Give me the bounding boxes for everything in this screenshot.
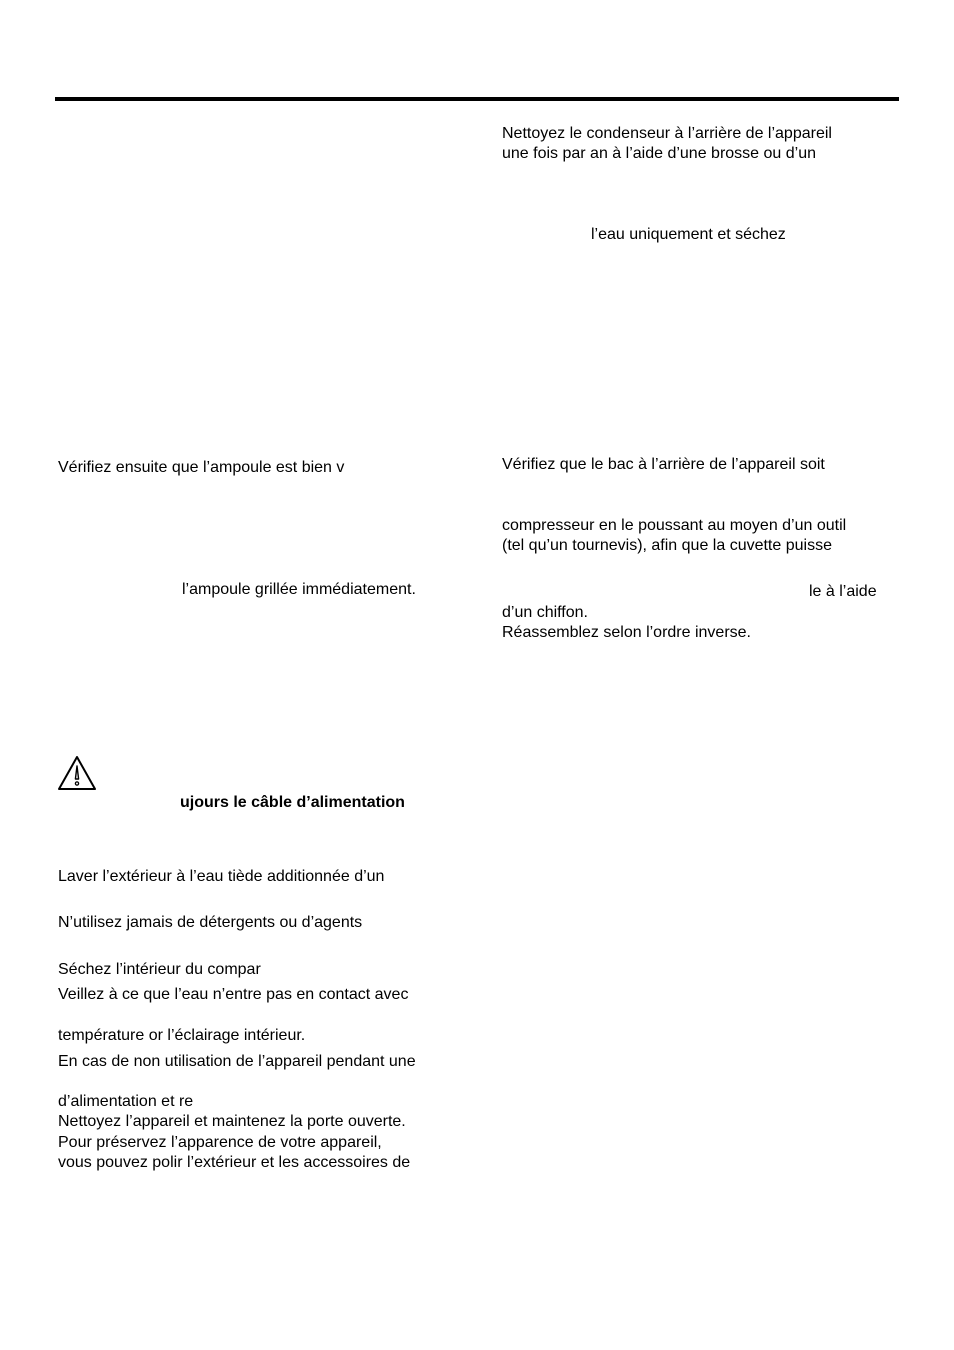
tray-text-line-5: d’un chiffon. — [502, 604, 588, 621]
cleaning-text-line-10: vous pouvez polir l’extérieur et les accessoires de — [58, 1154, 411, 1171]
bulb-text-line-1: Vérifiez ensuite que l’ampoule est bien v — [58, 459, 345, 476]
cleaning-text-line-2: N’utilisez jamais de détergents ou d’agents — [58, 914, 363, 931]
cleaning-text-line-1: Laver l’extérieur à l’eau tiède additionnée d’un — [58, 868, 385, 885]
warning-text: ujours le câble d’alimentation — [180, 794, 405, 811]
cleaning-text-line-9: Pour préservez l’apparence de votre appareil, — [58, 1134, 382, 1151]
condenser-text-line-1: Nettoyez le condenseur à l’arrière de l’appareil — [502, 125, 832, 142]
warning-triangle-icon — [57, 754, 97, 792]
tray-text-line-4: le à l’aide — [809, 583, 877, 600]
bulb-text-line-2: l’ampoule grillée immédiatement. — [182, 581, 416, 598]
water-dry-text: l’eau uniquement et séchez — [591, 226, 786, 243]
condenser-text-line-2: une fois par an à l’aide d’une brosse ou d’un — [502, 145, 816, 162]
header-rule — [55, 97, 899, 101]
cleaning-text-line-6: En cas de non utilisation de l’appareil pendant une — [58, 1053, 416, 1070]
cleaning-text-line-3: Séchez l’intérieur du compar — [58, 961, 261, 978]
cleaning-text-line-4: Veillez à ce que l’eau n’entre pas en contact avec — [58, 986, 409, 1003]
cleaning-text-line-7: d’alimentation et re — [58, 1093, 194, 1110]
cleaning-text-line-5: température or l’éclairage intérieur. — [58, 1027, 306, 1044]
tray-text-line-6: Réassemblez selon l’ordre inverse. — [502, 624, 751, 641]
cleaning-text-line-8: Nettoyez l’appareil et maintenez la porte ouverte. — [58, 1113, 406, 1130]
tray-text-line-1: Vérifiez que le bac à l’arrière de l’appareil soit — [502, 456, 825, 473]
tray-text-line-3: (tel qu’un tournevis), afin que la cuvette puisse — [502, 537, 832, 554]
tray-text-line-2: compresseur en le poussant au moyen d’un outil — [502, 517, 847, 534]
